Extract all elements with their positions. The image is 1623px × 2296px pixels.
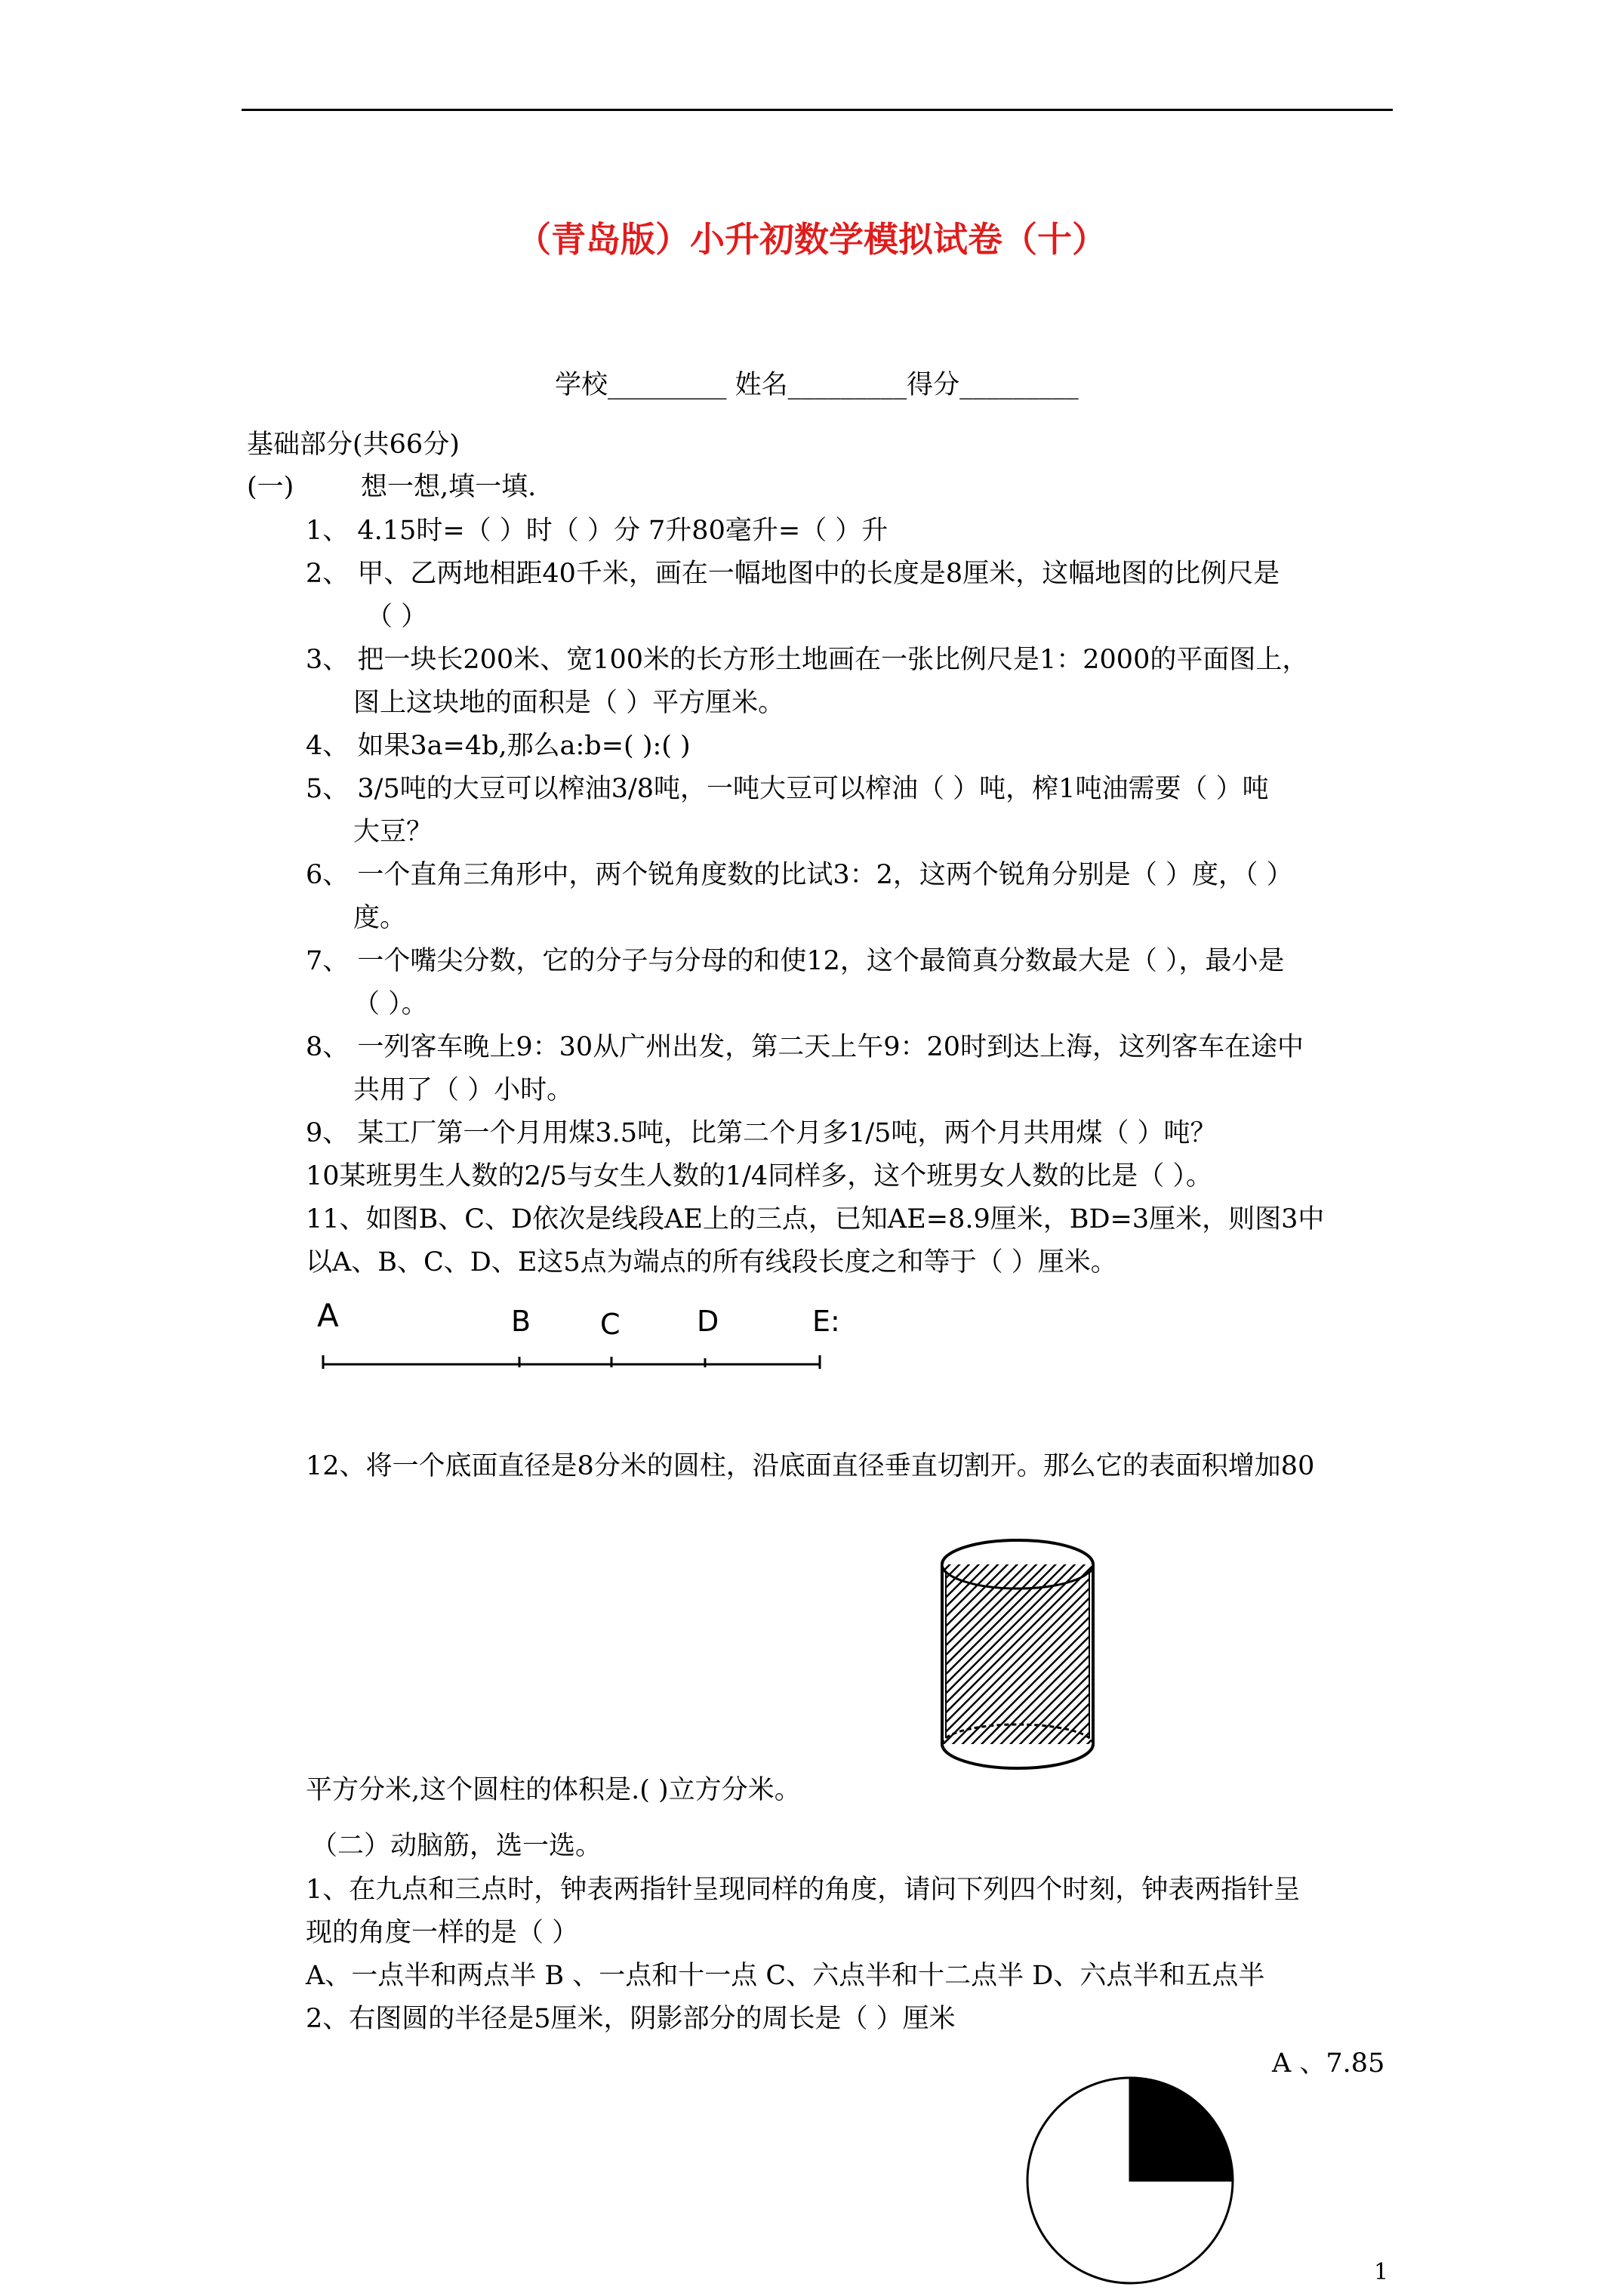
choice-q1-line-cont: 现的角度一样的是（ ） — [306, 1918, 579, 1948]
choice-q1-line: 1、在九点和三点时，钟表两指针呈现同样的角度，请问下列四个时刻，钟表两指针呈 — [306, 1875, 1301, 1905]
q7-line-cont: （ ）。 — [353, 989, 428, 1019]
q8-line-cont: 共用了（ ）小时。 — [353, 1075, 574, 1105]
q3-line-cont: 图上这块地的面积是（ ）平方厘米。 — [353, 688, 785, 718]
q11-line: 11、如图B、C、D依次是线段AE上的三点，已知AE=8.9厘米，BD=3厘米，则图3中 — [306, 1204, 1325, 1234]
cylinder-bottom — [942, 1744, 1093, 1768]
part1-heading-text: 想一想,填一填. — [361, 472, 537, 502]
q5-line: 5、 3/5吨的大豆可以榨油3/8吨，一吨大豆可以榨油（ ）吨，榨1吨油需要（ ）吨 — [306, 774, 1269, 804]
q11-line-cont: 以A、B、C、D、E这5点为端点的所有线段长度之和等于（ ）厘米。 — [306, 1247, 1117, 1277]
q8-line: 8、 一列客车晚上9：30从广州出发，第二天上午9：20时到达上海，这列客车在途中 — [306, 1032, 1304, 1062]
q7-line: 7、 一个嘴尖分数，它的分子与分母的和使12，这个最简真分数最大是（ ），最小是 — [306, 946, 1285, 976]
shaded-region — [1130, 2078, 1233, 2180]
q2-line: 2、 甲、乙两地相距40千米，画在一幅地图中的长度是8厘米，这幅地图的比例尺是 — [306, 559, 1280, 589]
cylinder-figure — [932, 1533, 1106, 1778]
top-rule — [242, 109, 1393, 111]
choice-q2-line: 2、右图圆的半径是5厘米，阴影部分的周长是（ ）厘米 — [306, 2004, 956, 2034]
q6-line-cont: 度。 — [353, 903, 407, 933]
q3-line: 3、 把一块长200米、宽100米的长方形土地画在一张比例尺是1：2000的平面图上， — [306, 645, 1309, 675]
page-title: （青岛版）小升初数学模拟试卷（十） — [516, 219, 1107, 260]
q12-line-cont: 平方分米,这个圆柱的体积是.( )立方分米。 — [306, 1775, 801, 1805]
part1-heading-number: (一) — [247, 472, 294, 502]
cut-section-hatch — [946, 1572, 1089, 1738]
q6-line: 6、 一个直角三角形中，两个锐角度数的比试3：2，这两个锐角分别是（ ）度，（ ） — [306, 860, 1293, 890]
q4-line: 4、 如果3a=4b,那么a:b=( ):( ) — [306, 731, 691, 761]
point-label-c: C — [600, 1308, 621, 1341]
point-label-b: B — [511, 1305, 531, 1338]
part2-heading: （二）动脑筋，选一选。 — [311, 1831, 602, 1861]
q12-line: 12、将一个底面直径是8分米的圆柱，沿底面直径垂直切割开。那么它的表面积增加80 — [306, 1451, 1315, 1481]
q2-line-cont: （ ） — [366, 602, 428, 632]
segment-figure — [317, 1295, 861, 1378]
page-number: 1 — [1374, 2259, 1389, 2285]
header-fields: 学校_________ 姓名_________得分_________ — [555, 370, 1079, 400]
q5-line-cont: 大豆？ — [353, 817, 433, 847]
q9-line: 9、 某工厂第一个月用煤3.5吨，比第二个月多1/5吨，两个月共用煤（ ）吨？ — [306, 1118, 1217, 1148]
q10-line: 10某班男生人数的2/5与女生人数的1/4同样多，这个班男女人数的比是（ ）。 — [306, 1161, 1212, 1191]
point-label-d: D — [697, 1305, 719, 1338]
q1-line: 1、 4.15时=（ ）时（ ）分 7升80毫升=（ ）升 — [306, 516, 888, 546]
choice-q2-option-a: A 、7.85 — [1272, 2048, 1385, 2079]
circle-figure — [1023, 2067, 1249, 2294]
choice-q1-options: A、一点半和两点半 B 、一点和十一点 C、六点半和十二点半 D、六点半和五点半 — [306, 1961, 1265, 1991]
point-label-a: A — [317, 1297, 339, 1334]
section-basic-heading: 基础部分(共66分) — [247, 430, 460, 460]
point-label-e: E: — [812, 1305, 840, 1338]
